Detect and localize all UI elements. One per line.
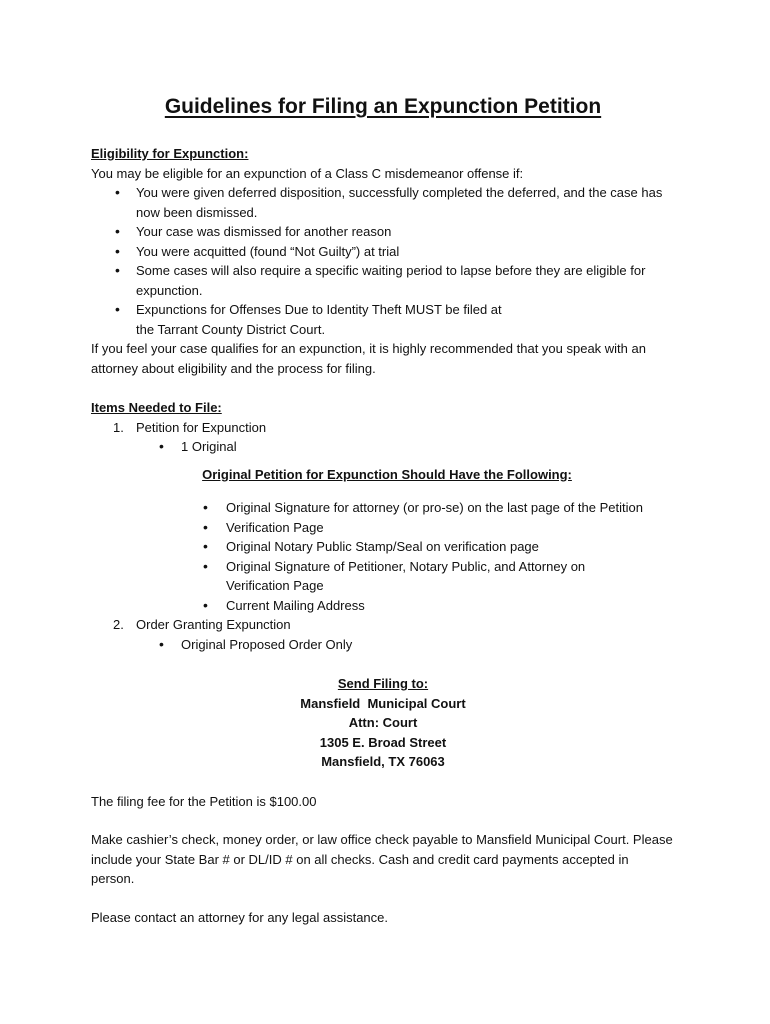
- requirement-item: • Original Signature for attorney (or pro-se) on the last page of the Petition: [91, 498, 675, 518]
- requirement-item: • Current Mailing Address: [91, 596, 675, 616]
- fee-text: The filing fee for the Petition is $100.00: [91, 793, 317, 809]
- item-label: Petition for Expunction: [136, 419, 267, 435]
- item-number: 1.: [113, 419, 124, 435]
- eligibility-heading: Eligibility for Expunction:: [91, 146, 249, 161]
- send-filing-block: [91, 674, 675, 772]
- order-sub-item: • Original Proposed Order Only: [91, 635, 675, 655]
- eligibility-item-acquitted: • You were acquitted (found “Not Guilty”) at trial: [91, 242, 675, 262]
- petition-requirements-heading: Original Petition for Expunction Should Have the Following:: [202, 466, 572, 482]
- payment-text: Make cashier’s check, money order, or law office check payable to Mansfield Municipal Court. Please include your State Bar # or DL/ID # on all checks. Cash and credit card payments accepted in person.: [91, 832, 673, 886]
- items-needed-list-continued: [91, 615, 675, 635]
- eligibility-item-identity-theft: • Expunctions for Offenses Due to Identity Theft MUST be filed at the Tarrant County District Court.: [91, 300, 675, 339]
- requirement-item: • Original Notary Public Stamp/Seal on verification page: [91, 537, 675, 557]
- requirement-item: • Verification Page: [91, 518, 675, 538]
- eligibility-item-deferred: • You were given deferred disposition, successfully completed the deferred, and the case has now been dismissed.: [91, 183, 675, 222]
- send-heading: Send Filing to:: [337, 676, 429, 691]
- eligibility-item-dismissed: • Your case was dismissed for another reason: [91, 222, 675, 242]
- eligibility-list: [91, 183, 675, 339]
- item-number: 2.: [113, 617, 124, 632]
- items-needed-heading: Items Needed to File:: [91, 400, 222, 415]
- eligibility-closing: If you feel your case qualifies for an expunction, it is highly recommended that you speak with an attorney about eligibility and the process for filing.: [91, 341, 646, 376]
- court-attn: Attn: Court: [348, 715, 418, 730]
- petition-sub-list: [91, 437, 675, 457]
- order-sub-list: [91, 635, 675, 655]
- contact-text: Please contact an attorney for any legal assistance.: [91, 909, 389, 925]
- requirement-item: • Original Signature of Petitioner, Notary Public, and Attorney on Verification Page: [91, 557, 675, 596]
- court-city: Mansfield, TX 76063: [321, 754, 445, 769]
- petition-sub-item: • 1 Original: [91, 437, 675, 457]
- item-label: Order Granting Expunction: [136, 617, 291, 632]
- court-street: 1305 E. Broad Street: [319, 734, 447, 750]
- items-needed-list: [91, 418, 675, 438]
- item-order: [91, 615, 675, 635]
- eligibility-item-waiting-period: • Some cases will also require a specific waiting period to lapse before they are eligible for expunction.: [91, 261, 675, 300]
- page-title: Guidelines for Filing an Expunction Petition: [164, 95, 602, 118]
- eligibility-intro: You may be eligible for an expunction of a Class C misdemeanor offense if:: [91, 165, 524, 181]
- item-petition: [91, 418, 675, 438]
- petition-requirements-list: [91, 498, 675, 615]
- court-name: Mansfield Municipal Court: [300, 695, 466, 711]
